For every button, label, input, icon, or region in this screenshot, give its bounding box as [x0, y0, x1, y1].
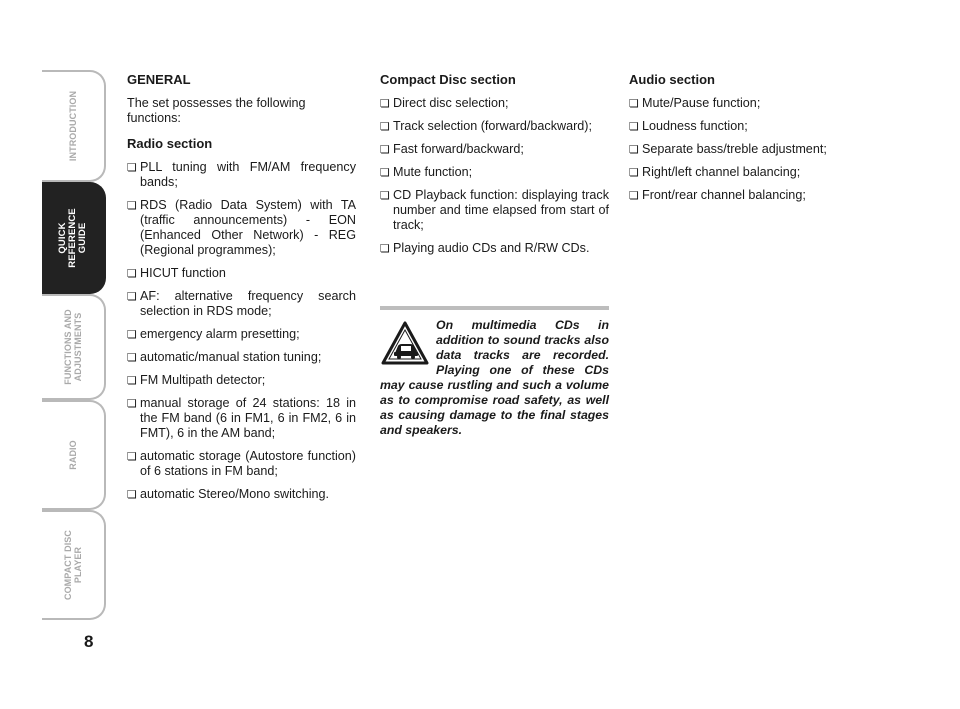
cd-feature-list [380, 96, 609, 256]
tab-quick-reference-guide[interactable] [42, 182, 106, 294]
section-tabs [42, 70, 106, 620]
list-item: ❏ emergency alarm presetting; [127, 327, 356, 342]
list-item: ❏ HICUT function [127, 266, 356, 281]
tab-functions-and-adjustments[interactable] [42, 294, 106, 400]
warning-text: On multimedia CDs in addition to sound tracks also data tracks are recorded. Playing one of these CDs may cause rustling and such a volume as to compromise road safety, as well as causing damage to the final stages and speakers. [380, 318, 609, 437]
general-intro: The set possesses the following functions: [127, 96, 306, 125]
tab-label: QUICK REFERENCE GUIDE [57, 208, 88, 268]
general-heading: GENERAL [127, 72, 191, 87]
radio-section-heading: Radio section [127, 136, 213, 151]
column-audio [629, 72, 858, 211]
list-item: ❏ Direct disc selection; [380, 96, 609, 111]
radio-feature-list [127, 160, 356, 502]
tab-compact-disc-player[interactable] [42, 510, 106, 620]
list-item: ❏ FM Multipath detector; [127, 373, 356, 388]
column-compact-disc [380, 72, 609, 264]
list-item: ❏ RDS (Radio Data System) with TA (traffic announcements) - EON (Enhanced Other Network) - REG (Regional programmes); [127, 198, 356, 258]
list-item: ❏ Mute function; [380, 165, 609, 180]
list-item: ❏ automatic Stereo/Mono switching. [127, 487, 356, 502]
warning-box [380, 306, 609, 438]
list-item: ❏ Mute/Pause function; [629, 96, 858, 111]
tab-radio[interactable] [42, 400, 106, 510]
list-item: ❏ manual storage of 24 stations: 18 in the FM band (6 in FM1, 6 in FM2, 6 in FMT), 6 in the AM band; [127, 396, 356, 441]
list-item: ❏ Playing audio CDs and R/RW CDs. [380, 241, 609, 256]
tab-label: RADIO [68, 440, 78, 470]
tab-label: COMPACT DISC PLAYER [63, 529, 83, 601]
tab-label: FUNCTIONS AND ADJUSTMENTS [63, 309, 83, 385]
list-item: ❏ Fast forward/backward; [380, 142, 609, 157]
warning-triangle-car-icon [380, 320, 430, 366]
cd-section-heading: Compact Disc section [380, 72, 516, 87]
list-item: ❏ Loudness function; [629, 119, 858, 134]
tab-label: INTRODUCTION [68, 90, 78, 162]
page-number: 8 [84, 632, 94, 651]
list-item: ❏ Separate bass/treble adjustment; [629, 142, 858, 157]
list-item: ❏ PLL tuning with FM/AM frequency bands; [127, 160, 356, 190]
list-item: ❏ automatic storage (Autostore function) of 6 stations in FM band; [127, 449, 356, 479]
list-item: ❏ Right/left channel balancing; [629, 165, 858, 180]
list-item: ❏ Front/rear channel balancing; [629, 188, 858, 203]
audio-feature-list [629, 96, 858, 203]
list-item: ❏ Track selection (forward/backward); [380, 119, 609, 134]
list-item: ❏ automatic/manual station tuning; [127, 350, 356, 365]
column-radio [127, 72, 356, 510]
list-item: ❏ AF: alternative frequency search selection in RDS mode; [127, 289, 356, 319]
tab-introduction[interactable] [42, 70, 106, 182]
audio-section-heading: Audio section [629, 72, 715, 87]
list-item: ❏ CD Playback function: displaying track number and time elapsed from start of track; [380, 188, 609, 233]
